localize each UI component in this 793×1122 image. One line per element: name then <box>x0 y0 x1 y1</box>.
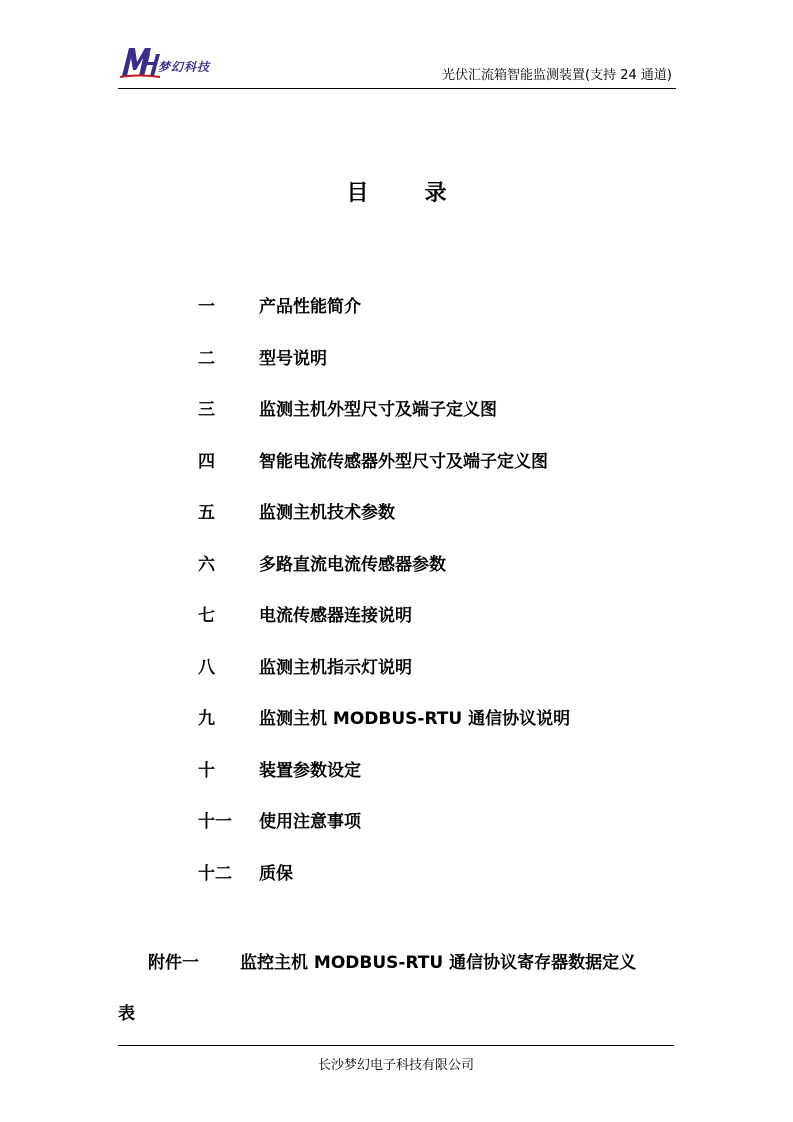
appendix-title: 监控主机 MODBUS-RTU 通信协议寄存器数据定义 <box>240 953 637 973</box>
toc-number: 十二 <box>198 863 232 884</box>
footer-company: 长沙梦幻电子科技有限公司 <box>317 1058 474 1073</box>
document-title: 目录 <box>346 181 503 206</box>
toc-item <box>198 550 678 602</box>
appendix-entry <box>118 948 674 1024</box>
toc-label: 使用注意事项 <box>259 812 361 832</box>
toc-number: 九 <box>198 709 215 729</box>
toc-number: 三 <box>198 400 215 420</box>
page-footer <box>118 1045 674 1073</box>
toc-number: 六 <box>198 554 215 575</box>
toc-label: 监测主机外型尺寸及端子定义图 <box>259 400 497 420</box>
toc-item <box>198 292 678 344</box>
toc-label: 质保 <box>259 863 293 884</box>
table-of-contents <box>198 292 678 910</box>
toc-item <box>198 756 678 808</box>
toc-label: 型号说明 <box>259 348 327 369</box>
toc-label: 多路直流电流传感器参数 <box>259 554 446 575</box>
toc-number: 四 <box>198 451 215 472</box>
toc-number: 二 <box>198 348 215 369</box>
toc-number: 十 <box>198 760 215 781</box>
company-logo <box>120 44 220 80</box>
toc-label: 装置参数设定 <box>259 760 361 781</box>
toc-label: 监测主机技术参数 <box>259 503 395 523</box>
appendix-label: 附件一 <box>148 953 199 973</box>
toc-item <box>198 395 678 447</box>
page-header <box>118 40 676 89</box>
appendix-title-continued: 表 <box>118 1004 135 1024</box>
toc-label: 电流传感器连接说明 <box>259 606 412 626</box>
toc-item <box>198 498 678 550</box>
toc-label: 监测主机 MODBUS-RTU 通信协议说明 <box>259 709 571 729</box>
toc-label: 智能电流传感器外型尺寸及端子定义图 <box>259 451 548 472</box>
toc-number: 八 <box>198 657 215 678</box>
toc-number: 一 <box>198 297 215 317</box>
toc-item <box>198 344 678 396</box>
toc-item <box>198 601 678 653</box>
toc-number: 五 <box>198 503 215 523</box>
toc-label: 监测主机指示灯说明 <box>259 657 412 678</box>
appendix-line <box>118 948 674 973</box>
toc-item <box>198 704 678 756</box>
header-title: 光伏汇流箱智能监测装置(支持 24 通道) <box>442 68 672 83</box>
toc-item <box>198 807 678 859</box>
toc-label: 产品性能简介 <box>259 297 361 317</box>
toc-number: 十一 <box>198 812 232 832</box>
toc-number: 七 <box>198 606 215 626</box>
toc-item <box>198 653 678 705</box>
toc-item <box>198 859 678 911</box>
toc-item <box>198 447 678 499</box>
logo-mh-icon <box>120 44 160 80</box>
logo-text: 梦幻科技 <box>158 60 211 74</box>
